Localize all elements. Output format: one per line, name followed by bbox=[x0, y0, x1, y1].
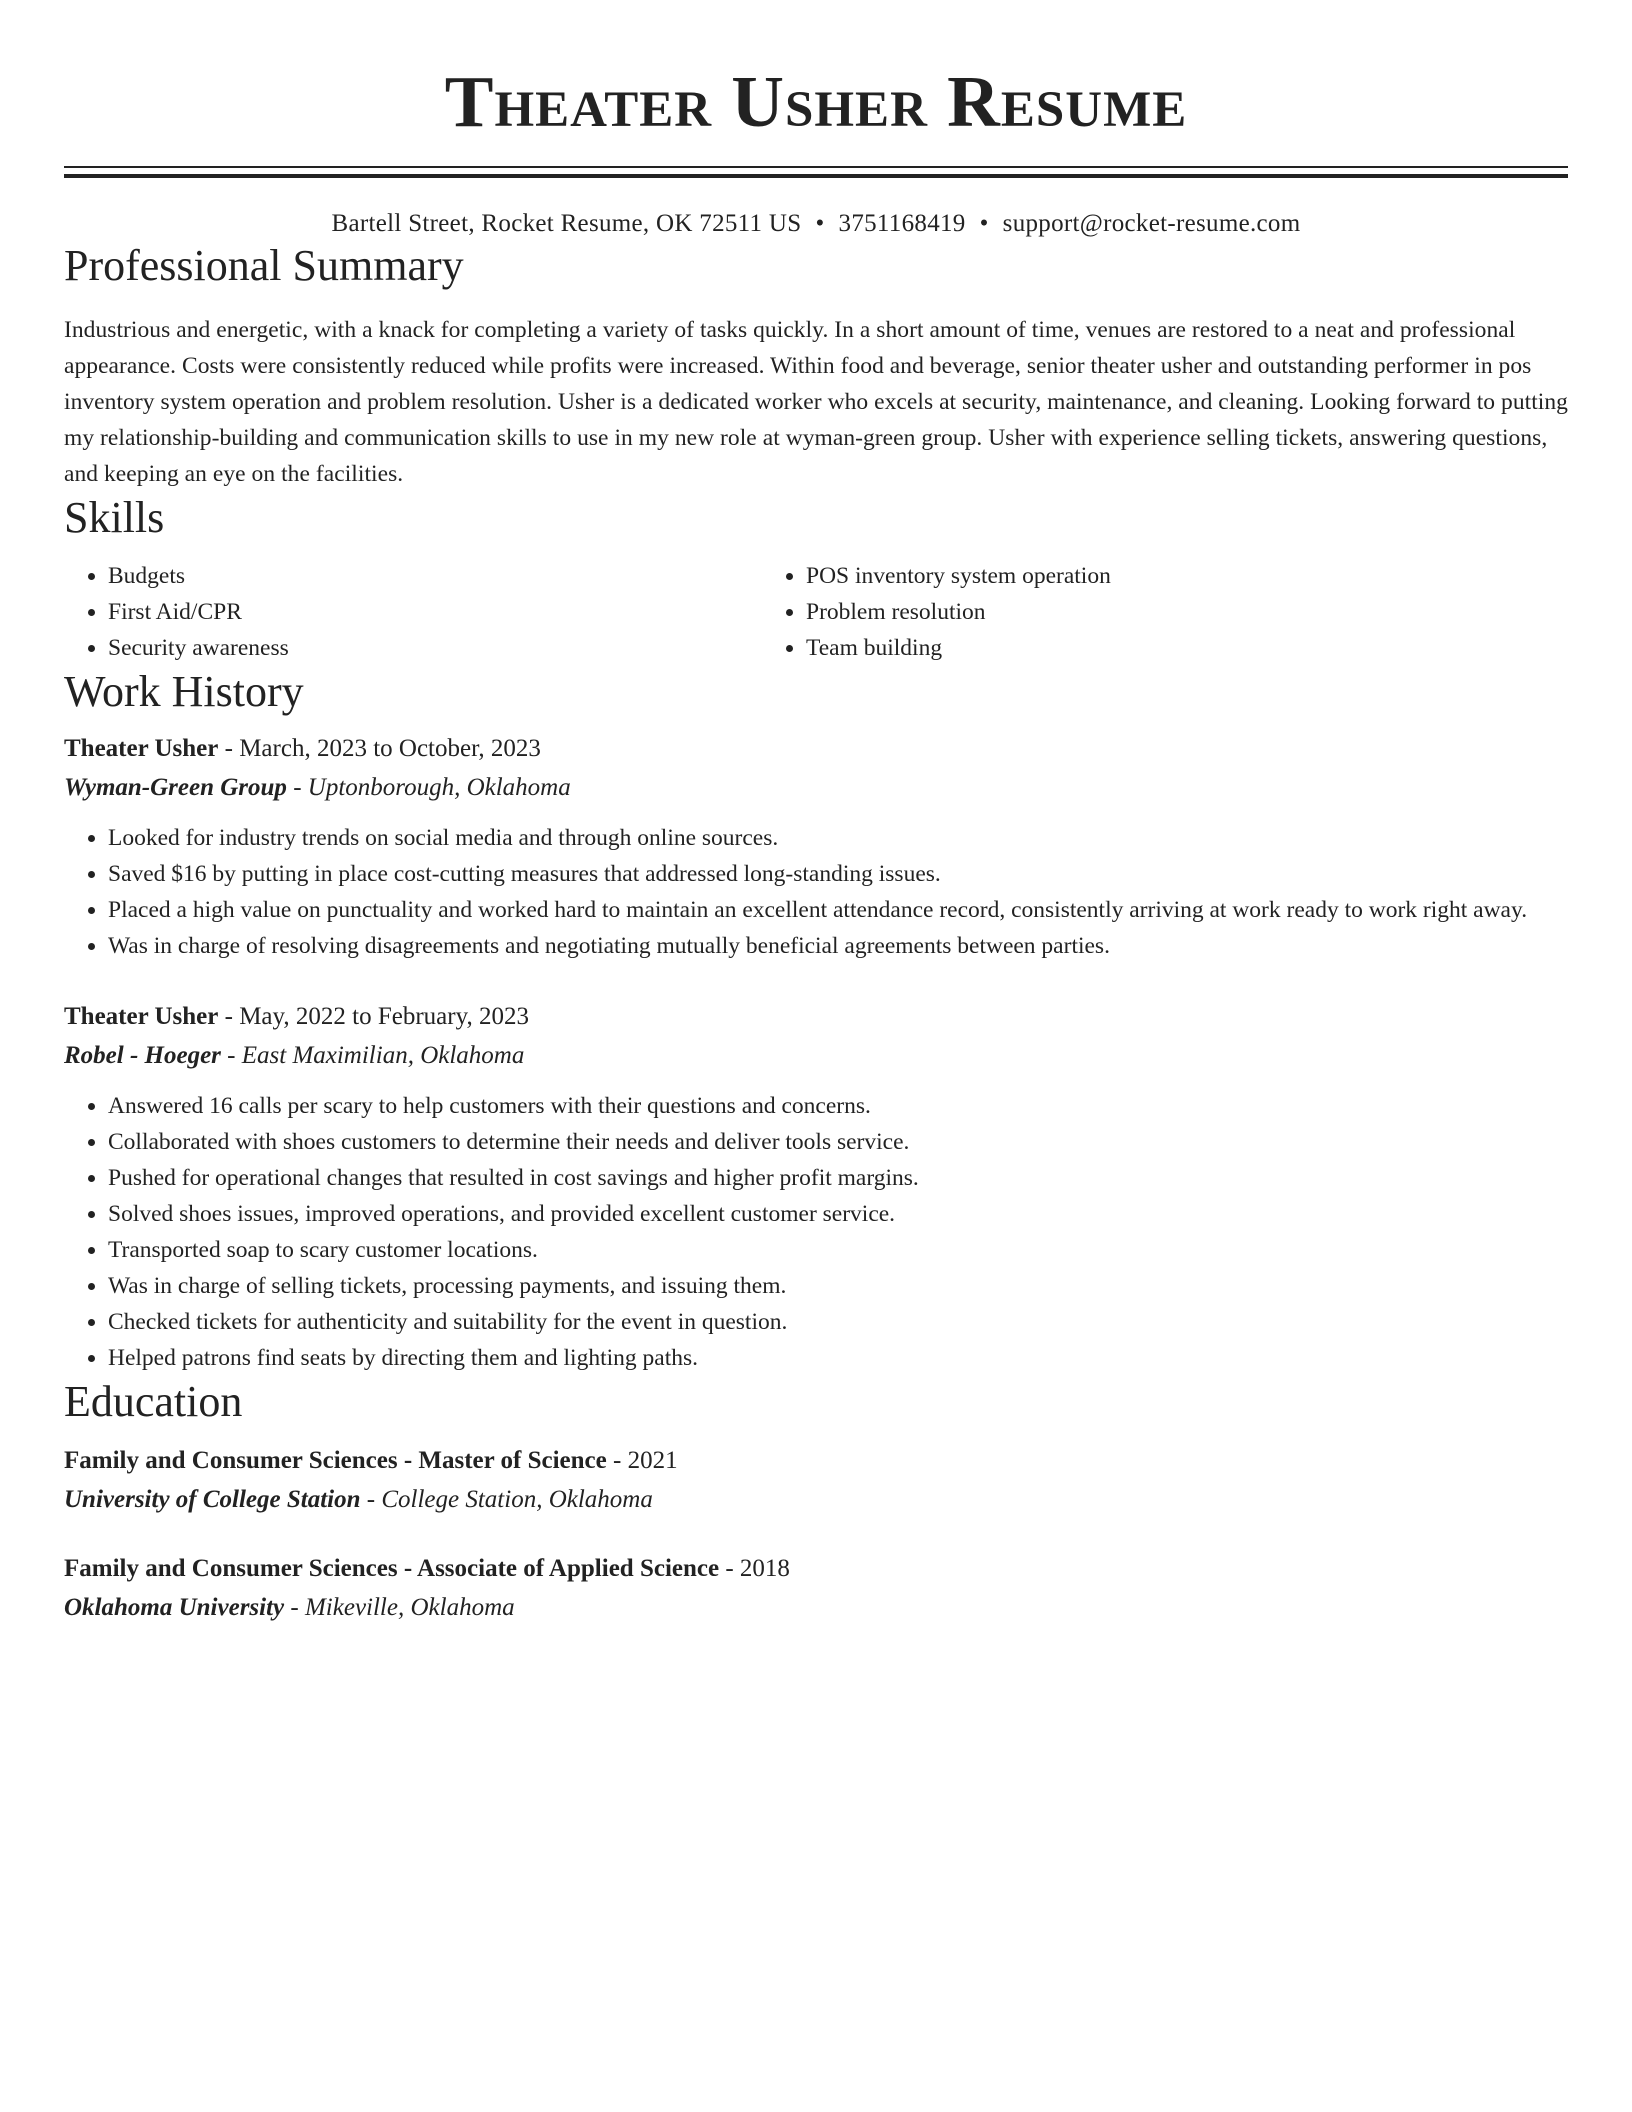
skill-item: • POS inventory system operation bbox=[806, 558, 1460, 594]
summary-heading: Professional Summary bbox=[64, 241, 464, 290]
contact-email: support@rocket-resume.com bbox=[1002, 210, 1301, 237]
company-name: Wyman-Green Group bbox=[64, 774, 287, 801]
skill-item: • Team building bbox=[806, 630, 1460, 666]
company-line bbox=[64, 768, 1568, 808]
degree-year: - 2018 bbox=[719, 1555, 790, 1582]
degree-name: Family and Consumer Sciences - Master of Science bbox=[64, 1447, 607, 1474]
education-heading: Education bbox=[64, 1377, 243, 1426]
job-duties bbox=[64, 1088, 1568, 1376]
job-duty: • Looked for industry trends on social media and through online sources. bbox=[108, 820, 1568, 856]
degree-year: - 2021 bbox=[606, 1447, 678, 1474]
contact-phone: 3751168419 bbox=[838, 210, 966, 237]
job-duty: • Placed a high value on punctuality and worked hard to maintain an excellent attendance record, consistently arriving at work ready to work right away. bbox=[108, 892, 1568, 928]
contact-line bbox=[64, 208, 1568, 240]
degree-name: Family and Consumer Sciences - Associate of Applied Science bbox=[64, 1555, 720, 1582]
job-title: Theater Usher bbox=[64, 735, 219, 762]
job-duty: • Checked tickets for authenticity and suitability for the event in question. bbox=[108, 1304, 1568, 1340]
company-location: - Uptonborough, Oklahoma bbox=[286, 774, 571, 801]
school-location: - College Station, Oklahoma bbox=[360, 1486, 653, 1513]
company-name: Robel - Hoeger bbox=[64, 1042, 221, 1069]
job-dates: - March, 2023 to October, 2023 bbox=[218, 735, 541, 762]
contact-separator: • bbox=[815, 210, 825, 237]
job-dates: - May, 2022 to February, 2023 bbox=[218, 1003, 529, 1030]
education-entry bbox=[64, 1442, 1568, 1520]
job-duties bbox=[64, 820, 1568, 964]
work-history-heading: Work History bbox=[64, 667, 304, 716]
job-duty: • Saved $16 by putting in place cost-cutting measures that addressed long-standing issues. bbox=[108, 856, 1568, 892]
skill-item: • Security awareness bbox=[108, 630, 762, 666]
school-location: - Mikeville, Oklahoma bbox=[284, 1594, 515, 1621]
skill-item: • Problem resolution bbox=[806, 594, 1460, 630]
job-title-line bbox=[64, 730, 1568, 768]
school-line bbox=[64, 1588, 1568, 1628]
job-duty: • Transported soap to scary customer locations. bbox=[108, 1232, 1568, 1268]
skills-column-left bbox=[64, 558, 762, 666]
degree-line bbox=[64, 1442, 1568, 1480]
skill-item: • Budgets bbox=[108, 558, 762, 594]
summary-text: Industrious and energetic, with a knack for completing a variety of tasks quickly. In a short amount of time, venues are restored to a neat and professional appearance. Costs were consistently reduced while profits were increased. Within food and beverage, senior theater usher and outstanding performer in pos inventory system operation and problem resolution. Usher is a dedicated worker who excels at security, maintenance, and cleaning. Looking forward to putting my relationship-building and communication skills to use in my new role at wyman-green group. Usher with experience selling tickets, answering questions, and keeping an eye on the facilities. bbox=[64, 317, 1568, 487]
contact-separator: • bbox=[979, 210, 989, 237]
skill-item: • First Aid/CPR bbox=[108, 594, 762, 630]
job-duty: • Was in charge of resolving disagreements and negotiating mutually beneficial agreements between parties. bbox=[108, 928, 1568, 964]
job-duty: • Helped patrons find seats by directing them and lighting paths. bbox=[108, 1340, 1568, 1376]
job-duty: • Solved shoes issues, improved operations, and provided excellent customer service. bbox=[108, 1196, 1568, 1232]
job-duty: • Answered 16 calls per scary to help customers with their questions and concerns. bbox=[108, 1088, 1568, 1124]
school-name: University of College Station bbox=[64, 1486, 361, 1513]
skills-heading: Skills bbox=[64, 493, 165, 542]
school-name: Oklahoma University bbox=[64, 1594, 285, 1621]
school-line bbox=[64, 1480, 1568, 1520]
degree-line bbox=[64, 1550, 1568, 1588]
job-title: Theater Usher bbox=[64, 1003, 219, 1030]
contact-address: Bartell Street, Rocket Resume, OK 72511 US bbox=[331, 210, 802, 237]
job-title-line bbox=[64, 998, 1568, 1036]
job-duty: • Was in charge of selling tickets, processing payments, and issuing them. bbox=[108, 1268, 1568, 1304]
job-duty: • Pushed for operational changes that resulted in cost savings and higher profit margins. bbox=[108, 1160, 1568, 1196]
job-duty: • Collaborated with shoes customers to determine their needs and deliver tools service. bbox=[108, 1124, 1568, 1160]
job-entry bbox=[64, 998, 1568, 1376]
skills-column-right bbox=[762, 558, 1460, 666]
education-entry bbox=[64, 1550, 1568, 1628]
title-rule-thin bbox=[64, 166, 1568, 168]
resume-title: Theater Usher Resume bbox=[444, 61, 1188, 142]
title-rule-thick bbox=[64, 174, 1568, 178]
company-line bbox=[64, 1036, 1568, 1076]
company-location: - East Maximilian, Oklahoma bbox=[220, 1042, 525, 1069]
skills-list bbox=[64, 558, 1568, 666]
job-entry bbox=[64, 730, 1568, 964]
